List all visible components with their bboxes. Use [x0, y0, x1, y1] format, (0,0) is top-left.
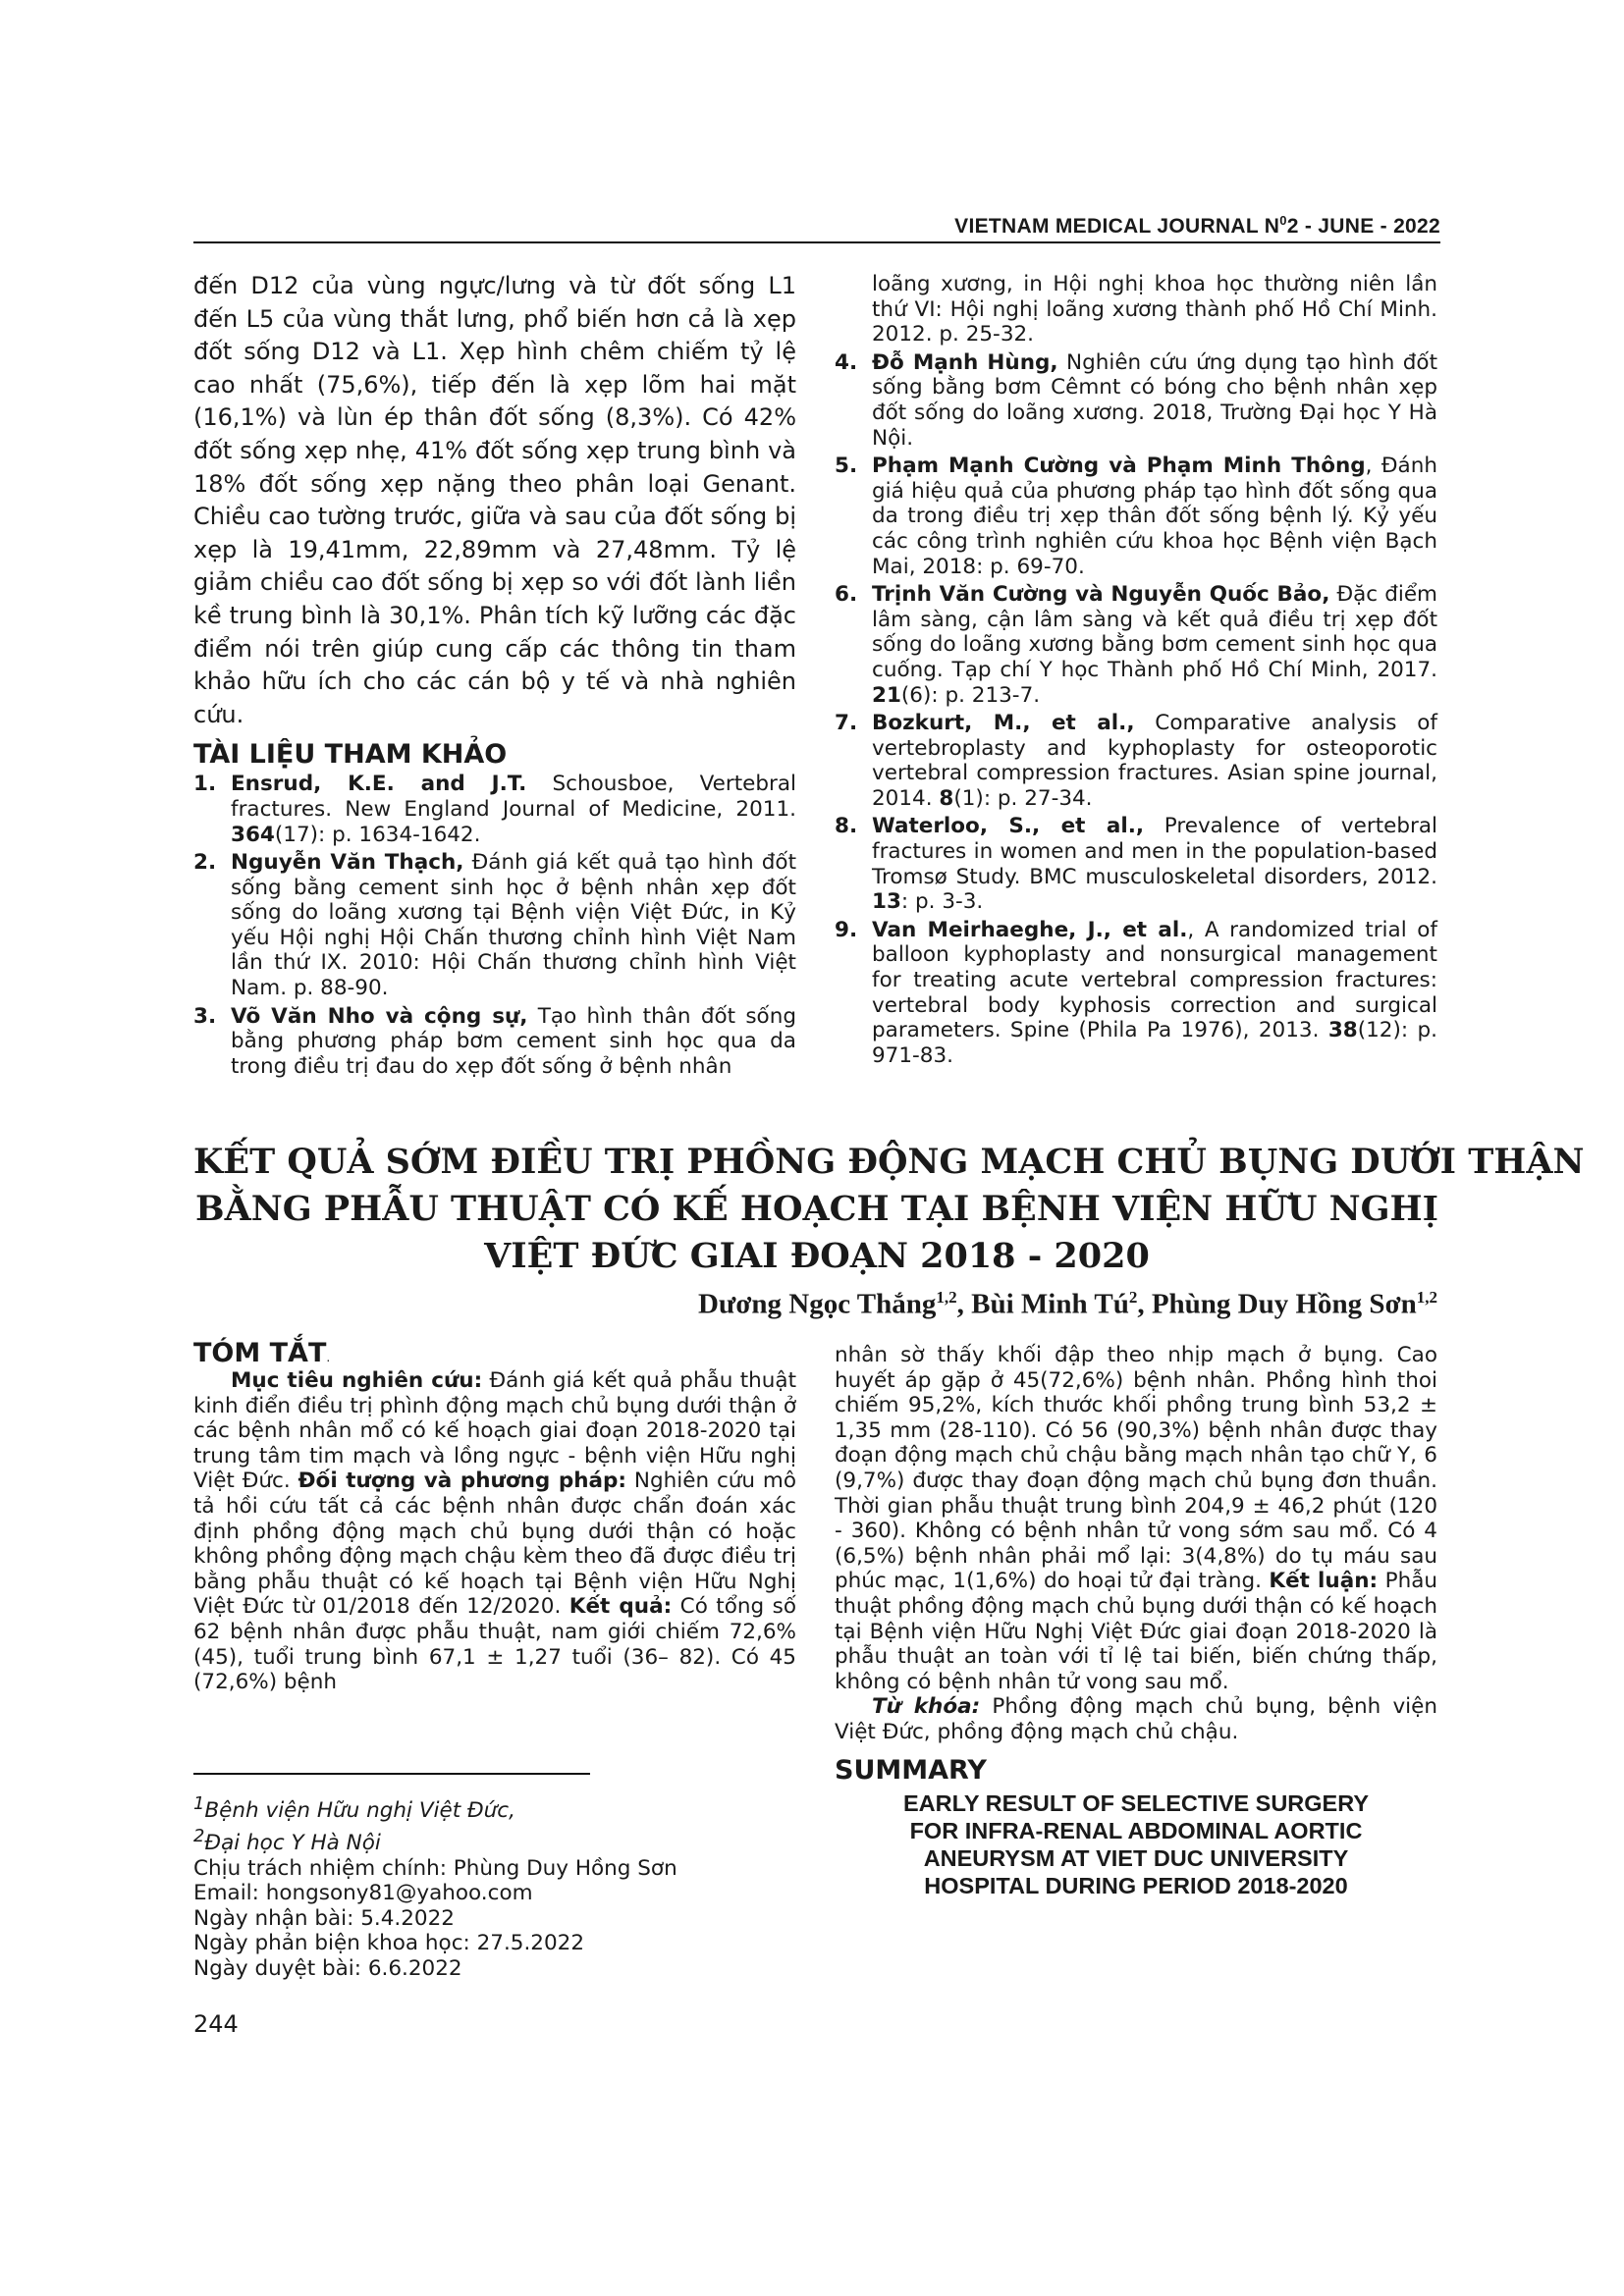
- article-title-line: VIỆT ĐỨC GIAI ĐOẠN 2018 - 2020: [484, 1236, 1150, 1276]
- page-number: 244: [193, 2010, 239, 2038]
- reference-pages: (1): p. 27-34.: [953, 785, 1093, 811]
- reference-author: Phạm Mạnh Cường và Phạm Minh Thông: [872, 454, 1366, 479]
- footnotes: [193, 1791, 677, 1981]
- affiliation-2-text: Đại học Y Hà Nội: [204, 1830, 381, 1855]
- references-title: TÀI LIỆU THAM KHẢO: [193, 739, 508, 771]
- reference-author: Trịnh Văn Cường và Nguyễn Quốc Bảo,: [872, 582, 1330, 608]
- reference-item: [835, 350, 1437, 451]
- date-reviewed: Ngày phản biện khoa học: 27.5.2022: [193, 1931, 585, 1956]
- reference-item: [193, 1004, 796, 1080]
- reference-text: Đánh giá kết quả tạo hình đốt sống bằng cement sinh học ở bệnh nhân xẹp đốt sống do loãng xương tại Bệnh viện Việt Đức, in Kỷ yếu Hội nghị Hội Chấn thương chỉnh hình Việt Nam lần thứ IX. 2010: Hội Chấn thương chỉnh hình Việt Nam. p. 88-90.: [231, 850, 797, 1001]
- reference-author: Waterloo, S., et al.,: [872, 814, 1145, 839]
- abstract-title-dot: .: [326, 1351, 331, 1364]
- reference-text: , A randomized trial of balloon kyphoplasty and nonsurgical management for treating acute vertebral compression fractures: vertebral body kyphosis correction and surgical parameters. Spine (Phila Pa 1976), 2013.: [872, 917, 1438, 1043]
- abstract-label-objective: Mục tiêu nghiên cứu:: [231, 1368, 483, 1393]
- abstract-results: Có tổng số 62 bệnh nhân được phẫu thuật, nam giới chiếm 72,6% (45), tuổi trung bình 67,1 ± 1,27 tuổi (36– 82). Có 45 (72,6%) bệnh: [193, 1594, 796, 1695]
- issue-date: 2 - JUNE - 2022: [1286, 215, 1440, 238]
- abstract-text-continued: [835, 1343, 1437, 1694]
- author-name: Dương Ngọc Thắng: [697, 1288, 937, 1320]
- affiliation-2-sup: 2: [193, 1825, 205, 1846]
- affiliation-2: [193, 1824, 677, 1856]
- right-column-top: [835, 272, 1437, 1071]
- issue-sup: 0: [1279, 213, 1287, 228]
- reference-author: Nguyễn Văn Thạch,: [231, 850, 464, 876]
- reference-number: 7.: [835, 711, 858, 736]
- reference-pages: (17): p. 1634-1642.: [274, 822, 481, 847]
- abstract-conclusion: Phẫu thuật phồng động mạch chủ bụng dưới thận có kế hoạch tại Bệnh viện Hữu Nghị Việt Đức giai đoạn 2018-2020 là phẫu thuật an toàn với tỉ lệ tai biến, biến chứng thấp, không có bệnh nhân tử vong sau mổ.: [835, 1569, 1437, 1694]
- reference-item: [835, 454, 1437, 579]
- abstract-results-continued: nhân sờ thấy khối đập theo nhịp mạch ở bụng. Cao huyết áp gặp ở 45(72,6%) bệnh nhân. Phồng hình thoi chiếm 95,2%, kích thước khối phồng trung bình 53,2 ± 1,35 mm (28-110). Có 56 (90,3%) bệnh nhân được thay đoạn động mạch chủ chậu bằng mạch nhân tạo chữ Y, 6 (9,7%) được thay đoạn động mạch chủ bụng đơn thuần. Thời gian phẫu thuật trung bình 204,9 ± 46,2 phút (120 - 360). Không có bệnh nhân tử vong sớm sau mổ. Có 4 (6,5%) bệnh nhân phải mổ lại: 3(4,8%) do tụ máu sau phúc mạc, 1(1,6%) do hoại tử đại tràng.: [835, 1343, 1437, 1594]
- reference-text: loãng xương, in Hội nghị khoa học thường niên lần thứ VI: Hội nghị loãng xương thành phố Hồ Chí Minh. 2012. p. 25-32.: [872, 272, 1437, 347]
- reference-pages: (12): p. 971-83.: [872, 1018, 1437, 1068]
- reference-number: 4.: [835, 349, 858, 375]
- reference-item: [835, 582, 1437, 708]
- affiliation-1: [193, 1791, 677, 1824]
- corresponding-author: Chịu trách nhiệm chính: Phùng Duy Hồng Sơn: [193, 1855, 677, 1881]
- author-name: Phùng Duy Hồng Sơn: [1151, 1288, 1417, 1320]
- abstract-label-methods: Đối tượng và phương pháp:: [298, 1468, 627, 1494]
- reference-author: Ensrud, K.E. and J.T.: [231, 772, 527, 797]
- date-accepted: Ngày duyệt bài: 6.6.2022: [193, 1955, 462, 1981]
- footnote-rule: [193, 1773, 590, 1775]
- conclusion-paragraph: đến D12 của vùng ngực/lưng và từ đốt sống L1 đến L5 của vùng thắt lưng, phổ biến hơn cả là xẹp đốt sống D12 và L1. Xẹp hình chêm chiếm tỷ lệ cao nhất (75,6%), tiếp đến là xẹp lõm hai mặt (16,1%) và lùn ép thân đốt sống (8,3%). Có 42% đốt sống xẹp nhẹ, 41% đốt sống xẹp trung bình và 18% đốt sống xẹp nặng theo phân loại Genant. Chiều cao tường trước, giữa và sau của đốt sống bị xẹp là 19,41mm, 22,89mm và 27,48mm. Tỷ lệ giảm chiều cao đốt sống bị xẹp so với đốt lành liền kề trung bình là 30,1%. Phân tích kỹ lưỡng các đặc điểm nói trên giúp cung cấp các thông tin tham khảo hữu ích cho các cán bộ y tế và nhà nghiên cứu.: [193, 272, 796, 728]
- journal-name: VIETNAM MEDICAL JOURNAL N: [954, 215, 1280, 238]
- abstract-label-results: Kết quả:: [568, 1594, 673, 1620]
- abstract-text: [193, 1368, 796, 1695]
- abstract-left-column: [193, 1338, 796, 1695]
- reference-author: Võ Văn Nho và cộng sự,: [231, 1003, 528, 1029]
- reference-number: 1.: [193, 772, 217, 797]
- reference-text: Schousboe, Vertebral fractures. New England Journal of Medicine, 2011.: [231, 772, 796, 822]
- reference-text: , Đánh giá hiệu quả của phương pháp tạo hình đốt sống qua da trong điều trị xẹp thân đốt sống bệnh lý. Kỷ yếu các công trình nghiên cứu khoa học Bệnh viện Bạch Mai, 2018: p. 69-70.: [872, 454, 1437, 579]
- reference-number: 5.: [835, 454, 858, 479]
- reference-volume: 21: [872, 682, 901, 708]
- author-affiliation: 2: [1128, 1288, 1138, 1307]
- affiliation-1-sup: 1: [193, 1793, 205, 1814]
- abstract-methods: Nghiên cứu mô tả hồi cứu tất cả các bệnh nhân được chẩn đoán xác định phồng động mạch chủ bụng dưới thận có hoặc không phồng động mạch chậu kèm theo đã được điều trị bằng phẫu thuật có kế hoạch tại Bệnh viện Hữu Nghị Việt Đức từ 01/2018 đến 12/2020.: [193, 1468, 796, 1620]
- reference-number: 3.: [193, 1003, 217, 1029]
- reference-item: [835, 918, 1437, 1069]
- date-received: Ngày nhận bài: 5.4.2022: [193, 1905, 455, 1931]
- keywords-text: Phồng động mạch chủ bụng, bệnh viện Việt Đức, phồng động mạch chủ chậu.: [835, 1694, 1437, 1744]
- summary-subtitle-line: HOSPITAL DURING PERIOD 2018-2020: [924, 1872, 1348, 1898]
- reference-volume: 13: [872, 889, 901, 915]
- reference-list-left: [193, 772, 796, 1079]
- reference-volume: 364: [231, 822, 275, 847]
- author-affiliation: 1,2: [936, 1288, 957, 1307]
- reference-number: 9.: [835, 917, 858, 942]
- reference-author: Bozkurt, M., et al.,: [872, 711, 1135, 736]
- article-title-line: BẰNG PHẪU THUẬT CÓ KẾ HOẠCH TẠI BỆNH VIỆN HỮU NGHỊ: [195, 1189, 1438, 1229]
- summary-subtitle-line: ANEURYSM AT VIET DUC UNIVERSITY: [923, 1844, 1349, 1871]
- reference-item: [193, 772, 796, 847]
- author-name: Bùi Minh Tú: [971, 1288, 1129, 1320]
- reference-pages: (6): p. 213-7.: [900, 682, 1041, 708]
- reference-volume: 38: [1327, 1018, 1358, 1043]
- author-affiliation: 1,2: [1416, 1288, 1437, 1307]
- reference-item: [193, 850, 796, 1001]
- summary-title: SUMMARY: [835, 1754, 987, 1786]
- keywords-label: Từ khóa:: [872, 1694, 981, 1720]
- article-title: [193, 1139, 1585, 1280]
- reference-list-right: [835, 272, 1437, 1068]
- keywords: [835, 1694, 1437, 1744]
- reference-author: Van Meirhaeghe, J., et al.: [872, 917, 1188, 942]
- running-header: [193, 213, 1440, 239]
- abstract-label-conclusion: Kết luận:: [1269, 1569, 1379, 1594]
- header-rule: [193, 241, 1440, 243]
- affiliation-1-text: Bệnh viện Hữu nghị Việt Đức,: [204, 1798, 515, 1824]
- author-separator: ,: [956, 1288, 972, 1320]
- author-list: [698, 1288, 1437, 1321]
- reference-number: 2.: [193, 850, 217, 876]
- reference-volume: 8: [939, 785, 954, 811]
- abstract-title: [193, 1338, 796, 1368]
- reference-number: 6.: [835, 582, 858, 608]
- abstract-title-text: TÓM TẮT: [193, 1338, 327, 1368]
- abstract-right-column: [835, 1343, 1437, 1899]
- article-title-line: KẾT QUẢ SỚM ĐIỀU TRỊ PHỒNG ĐỘNG MẠCH CHỦ BỤNG DƯỚI THẬN: [193, 1142, 1585, 1182]
- summary-subtitle-line: FOR INFRA-RENAL ABDOMINAL AORTIC: [909, 1817, 1363, 1843]
- summary-subtitle-line: EARLY RESULT OF SELECTIVE SURGERY: [903, 1789, 1369, 1816]
- reference-item: [835, 711, 1437, 811]
- reference-pages: : p. 3-3.: [900, 889, 984, 915]
- reference-author: Đỗ Mạnh Hùng,: [872, 349, 1058, 375]
- reference-text: Tạo hình thân đốt sống bằng phương pháp bơm cement sinh học qua da trong điều trị đau do xẹp đốt sống ở bệnh nhân: [231, 1003, 796, 1079]
- left-column-top: [193, 270, 796, 1082]
- reference-text: Nghiên cứu ứng dụng tạo hình đốt sống bằng bơm Cêmnt có bóng cho bệnh nhân xẹp đốt sống do loãng xương. 2018, Trường Đại học Y Hà Nội.: [872, 349, 1438, 451]
- reference-item: [835, 814, 1437, 914]
- reference-text: Comparative analysis of vertebroplasty and kyphoplasty for osteoporotic vertebral compression fractures. Asian spine journal, 2014.: [872, 711, 1437, 811]
- author-separator: ,: [1137, 1288, 1152, 1320]
- reference-number: 8.: [835, 814, 858, 839]
- summary-subtitle: [835, 1789, 1437, 1899]
- reference-text: Đặc điểm lâm sàng, cận lâm sàng và kết quả điều trị xẹp đốt sống do loãng xương bằng bơm cement sinh học qua cuống. Tạp chí Y học Thành phố Hồ Chí Minh, 2017.: [872, 582, 1437, 682]
- email: Email: hongsony81@yahoo.com: [193, 1881, 533, 1906]
- abstract-objective: Đánh giá kết quả phẫu thuật kinh điển điều trị phình động mạch chủ bụng dưới thận ở các bệnh nhân mổ có kế hoạch giai đoạn 2018-2020 tại trung tâm tim mạch và lồng ngực - bệnh viện Hữu nghị Việt Đức.: [193, 1368, 797, 1494]
- reference-text: Prevalence of vertebral fractures in women and men in the population-based Tromsø Study. BMC musculoskeletal disorders, 2012.: [872, 814, 1437, 889]
- reference-continuation: [835, 272, 1437, 347]
